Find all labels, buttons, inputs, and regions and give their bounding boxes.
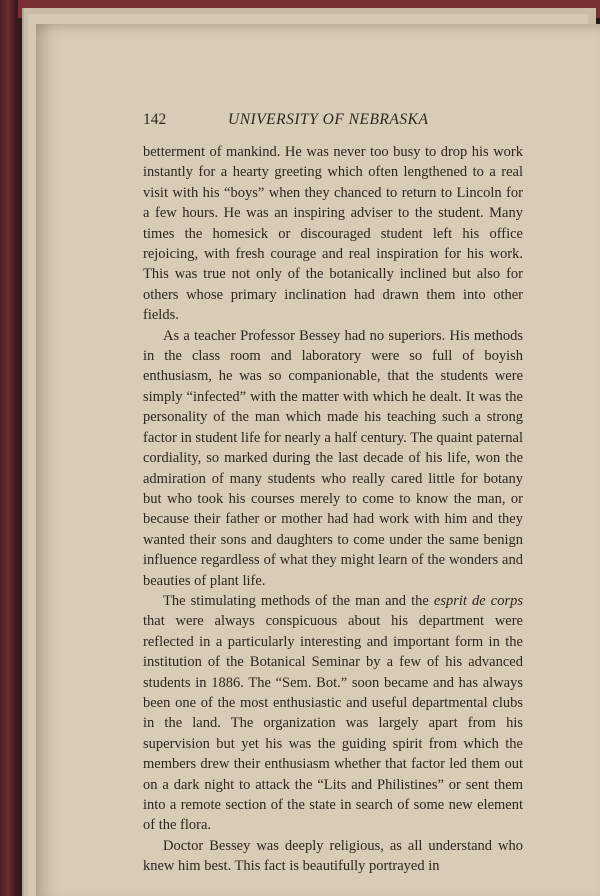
paragraph-3-end: that were always conspicuous about his department were reflected in a particularly interesting and important form in the institution of the Botanical Seminar by a few of his advanced students in 1886. The “Sem. Bot.” soon became and has always been one of the most enthusiastic and useful departmental clubs in the land. The organization was largely apart from his supervision but yet his was the guiding spirit from which the members drew their enthusiasm whether that factor led them out on a dark night to attack the “Lits and Philistines” or sent them into a remote section of the state in search of some new element of the flora.: [143, 613, 523, 834]
page-header: [143, 111, 523, 131]
running-title: UNIVERSITY OF NEBRASKA: [228, 111, 429, 128]
paragraph-3: [143, 591, 523, 836]
body-text: [143, 142, 523, 877]
page-number: 142: [143, 111, 167, 128]
paragraph-3-start: The stimulating methods of the man and the: [163, 592, 434, 609]
paragraph-3-italic: esprit de corps: [433, 592, 524, 609]
paragraph-2: As a teacher Professor Bessey had no superiors. His methods in the class room and laboratory were so full of boyish enthusiasm, he was so companionable, that the students were simply “infected” with the matter with which he dealt. It was the personality of the man which made his teaching such a strong factor in student life for nearly a half century. The quaint paternal cordiality, so marked during the last decade of his life, won the admiration of many students who really cared little for botany but who took his courses merely to come to know the man, or because their father or mother had had work with him and they wanted their sons and daughters to come under the same benign influence regardless of what they might learn of the wonders and beauties of plant life.: [143, 327, 523, 589]
paragraph-4: Doctor Bessey was deeply religious, as all understand who knew him best. This fact is beautifully portrayed in: [143, 837, 523, 875]
paragraph-1: betterment of mankind. He was never too busy to drop his work instantly for a hearty greeting which often lengthened to a real visit with his “boys” when they chanced to return to Lincoln for a few hours. He was an inspiring adviser to the student. Many times the homesick or discouraged student left his office rejoicing, with fresh courage and real inspiration for his work. This was true not only of the botanically inclined but also for others whose primary inclination had drawn them into other fields.: [143, 144, 523, 324]
